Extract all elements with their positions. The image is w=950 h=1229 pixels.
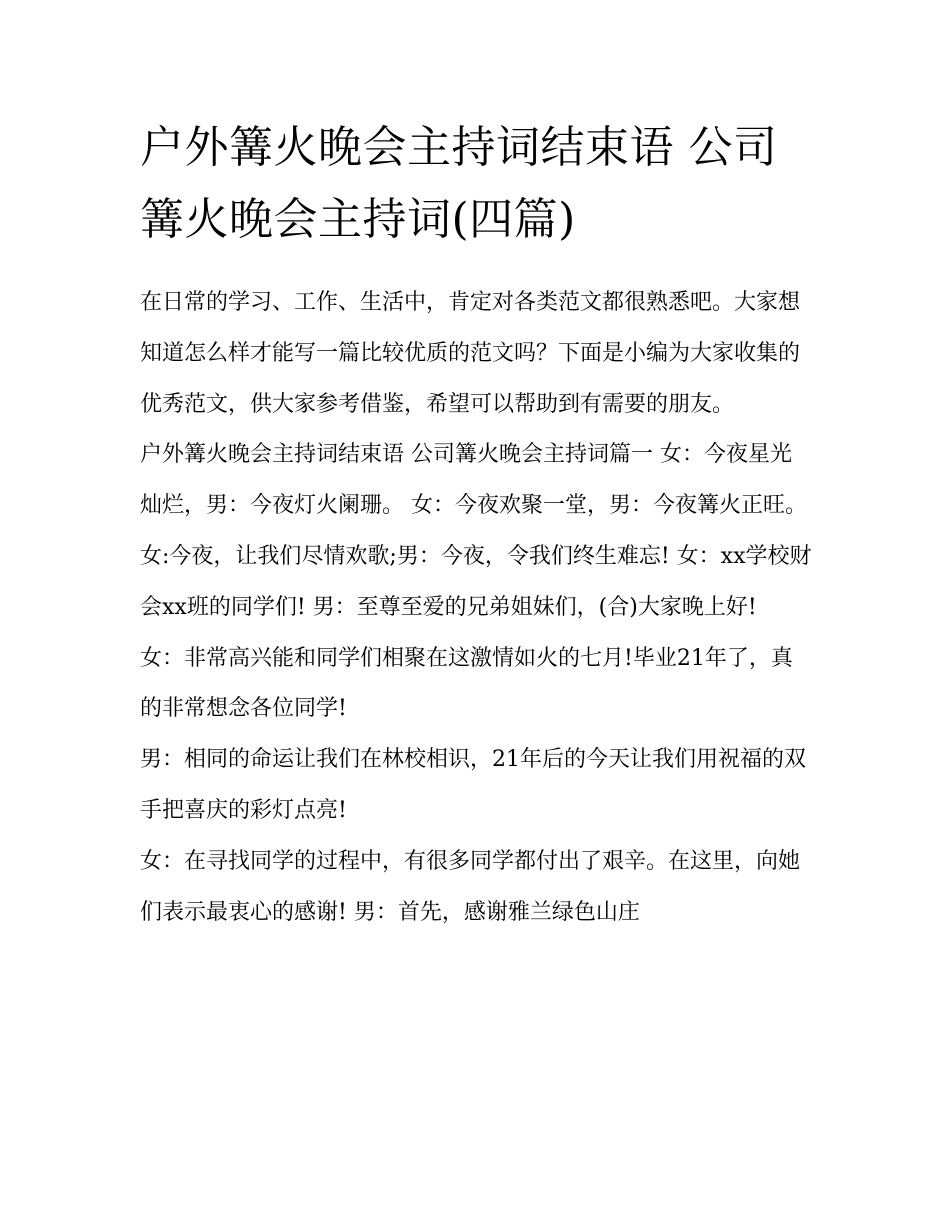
document-body (140, 278, 812, 938)
paragraph-thanks: 女：在寻找同学的过程中，有很多同学都付出了艰辛。在这里，向她们表示最衷心的感谢! 男：首先，感谢雅兰绿色山庄 (140, 848, 801, 925)
document-title: 户外篝火晚会主持词结束语 公司篝火晚会主持词(四篇) (140, 122, 778, 245)
paragraph-intro: 在日常的学习、工作、生活中，肯定对各类范文都很熟悉吧。大家想知道怎么样才能写一篇比较优质的范文吗？下面是小编为大家收集的优秀范文，供大家参考借鉴，希望可以帮助到有需要的朋友。 (140, 290, 801, 417)
paragraph-male-host: 男：相同的命运让我们在林校相识，21年后的今天让我们用祝福的双手把喜庆的彩灯点亮! (140, 747, 806, 823)
paragraph-female-host: 女：非常高兴能和同学们相聚在这激情如火的七月!毕业21年了，真的非常想念各位同学! (140, 645, 793, 722)
paragraph-greeting: 女:今夜，让我们尽情欢歌;男：今夜，令我们终生难忘! 女：xx学校财会xx班的同学们! 男：至尊至爱的兄弟姐妹们，(合)大家晚上好! (140, 543, 812, 620)
paragraph-opening-lines: 户外篝火晚会主持词结束语 公司篝火晚会主持词篇一 女：今夜星光灿烂，男：今夜灯火阑珊。 女：今夜欢聚一堂，男：今夜篝火正旺。 (140, 442, 807, 519)
